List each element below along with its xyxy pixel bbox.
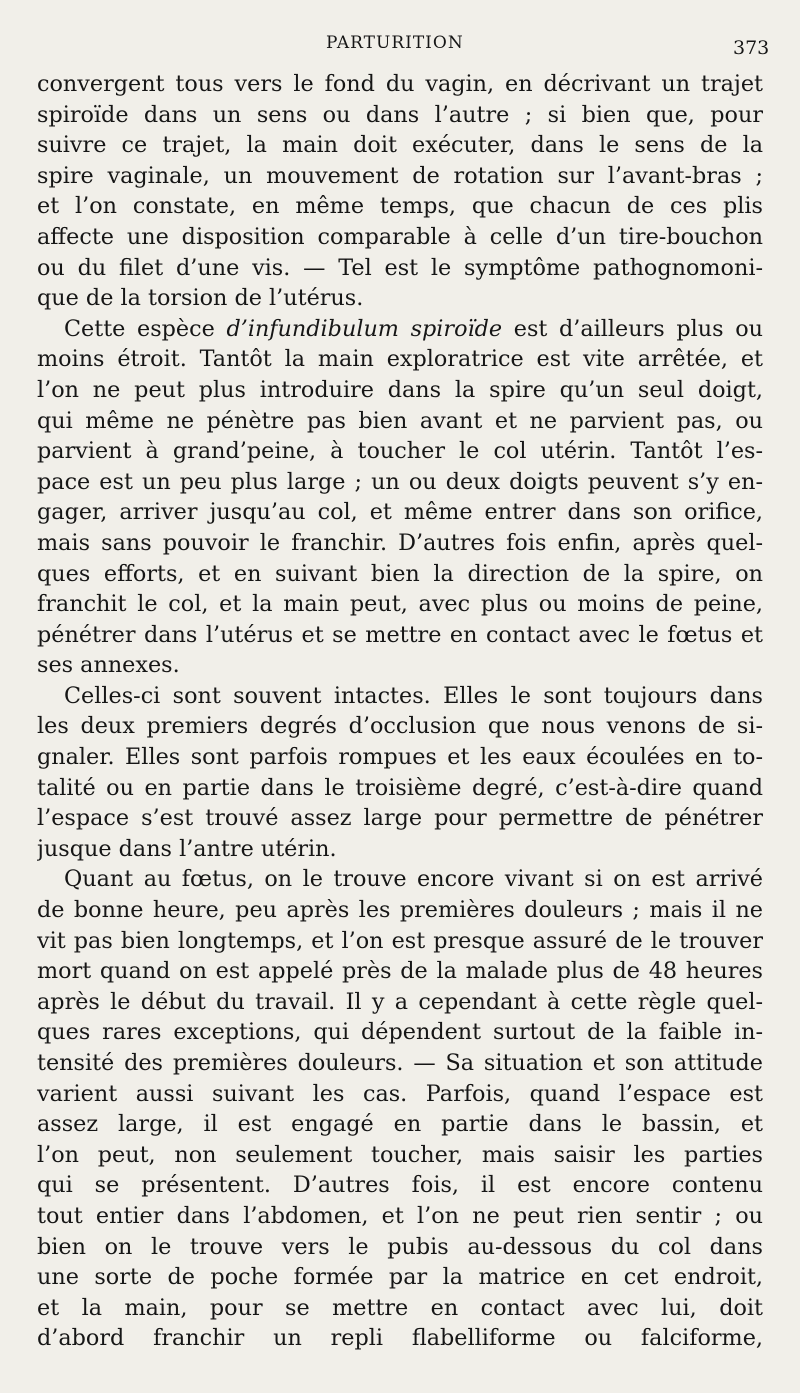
text-line: [37, 742, 763, 773]
text-run: qui se présentent. D’autres fois, il est encore contenu: [37, 1172, 763, 1199]
text-line: [37, 864, 763, 895]
text-line: [37, 681, 763, 712]
text-line: [37, 803, 763, 834]
text-run: l’on peut, non seulement toucher, mais saisir les parties: [37, 1141, 763, 1168]
text-run: varient aussi suivant les cas. Parfois, quand l’espace est: [37, 1080, 763, 1107]
text-run: moins étroit. Tantôt la main exploratrice est vite arrêtée, et: [37, 346, 763, 373]
text-line: [37, 895, 763, 926]
text-run: bien on le trouve vers le pubis au-dessous du col dans: [37, 1233, 763, 1260]
text-line: [37, 69, 763, 100]
text-line: [37, 834, 763, 865]
text-line: [37, 589, 763, 620]
text-run: l’on ne peut plus introduire dans la spire qu’un seul doigt,: [37, 376, 763, 403]
text-run: qui même ne pénètre pas bien avant et ne parvient pas, ou: [37, 407, 763, 434]
text-run: pace est un peu plus large ; un ou deux doigts peuvent s’y en-: [37, 468, 763, 495]
text-run: ou du filet d’une vis. — Tel est le symptôme pathognomoni-: [37, 254, 763, 281]
text-line: [37, 1048, 763, 1079]
text-line: [37, 100, 763, 131]
text-line: [37, 406, 763, 437]
text-run: gager, arriver jusqu’au col, et même entrer dans son orifice,: [37, 499, 763, 526]
text-run: talité ou en partie dans le troisième degré, c’est-à-dire quand: [37, 774, 763, 801]
text-run: Cette espèce: [64, 315, 227, 342]
text-line: [37, 253, 763, 284]
page-header: [0, 30, 800, 60]
text-line: [37, 926, 763, 957]
text-run: spire vaginale, un mouvement de rotation sur l’avant-bras ;: [37, 162, 763, 189]
text-line: [37, 344, 763, 375]
text-line: [37, 1201, 763, 1232]
text-line: [37, 1170, 763, 1201]
text-run: assez large, il est engagé en partie dans le bassin, et: [37, 1111, 763, 1138]
text-run: vit pas bien longtemps, et l’on est presque assuré de le trouver: [37, 927, 763, 954]
text-line: [37, 161, 763, 192]
text-run: pénétrer dans l’utérus et se mettre en contact avec le fœtus et: [37, 621, 763, 648]
text-run: spiroïde dans un sens ou dans l’autre ; si bien que, pour: [37, 101, 763, 128]
text-line: [37, 987, 763, 1018]
text-run: les deux premiers degrés d’occlusion que nous venons de si-: [37, 713, 763, 740]
text-run: Quant au fœtus, on le trouve encore vivant si on est arrivé: [64, 866, 763, 893]
text-line: [37, 222, 763, 253]
italic-term: d’infundibulum spiroïde: [226, 315, 503, 342]
text-line: [37, 283, 763, 314]
running-head: PARTURITION: [326, 33, 464, 53]
text-line: [37, 1293, 763, 1324]
text-run: d’abord franchir un repli flabelliforme ou falciforme,: [37, 1325, 763, 1352]
text-run: après le début du travail. Il y a cependant à cette règle quel-: [37, 988, 763, 1015]
text-run: jusque dans l’antre utérin.: [37, 835, 337, 862]
text-run: que de la torsion de l’utérus.: [37, 285, 364, 312]
body-text: [37, 69, 763, 1354]
text-run: affecte une disposition comparable à celle d’un tire-bouchon: [37, 223, 763, 250]
text-run: ques rares exceptions, qui dépendent surtout de la faible in-: [37, 1019, 763, 1046]
text-line: [37, 375, 763, 406]
text-line: [37, 436, 763, 467]
text-line: [37, 191, 763, 222]
text-run: convergent tous vers le fond du vagin, en décrivant un trajet: [37, 71, 763, 97]
text-run: parvient à grand’peine, à toucher le col utérin. Tantôt l’es-: [37, 438, 763, 465]
text-line: [37, 1140, 763, 1171]
text-line: [37, 130, 763, 161]
text-run: mort quand on est appelé près de la malade plus de 48 heures: [37, 958, 763, 985]
text-run: et l’on constate, en même temps, que chacun de ces plis: [37, 193, 763, 220]
page-number: 373: [733, 37, 770, 59]
text-run: de bonne heure, peu après les premières douleurs ; mais il ne: [37, 897, 763, 924]
text-run: et la main, pour se mettre en contact avec lui, doit: [37, 1294, 763, 1321]
text-line: [37, 528, 763, 559]
text-line: [37, 497, 763, 528]
text-run: tout entier dans l’abdomen, et l’on ne peut rien sentir ; ou: [37, 1202, 763, 1229]
text-line: [37, 1079, 763, 1110]
text-run: ques efforts, et en suivant bien la direction de la spire, on: [37, 560, 763, 587]
text-run: gnaler. Elles sont parfois rompues et les eaux écoulées en to-: [37, 744, 763, 771]
text-line: [37, 711, 763, 742]
text-line: [37, 1262, 763, 1293]
text-run: une sorte de poche formée par la matrice en cet endroit,: [37, 1264, 763, 1291]
text-run: l’espace s’est trouvé assez large pour permettre de pénétrer: [37, 805, 763, 832]
text-run: ses annexes.: [37, 652, 180, 679]
text-run: Celles-ci sont souvent intactes. Elles le sont toujours dans: [64, 682, 763, 709]
text-line: [37, 559, 763, 590]
text-run: mais sans pouvoir le franchir. D’autres fois enfin, après quel-: [37, 529, 763, 556]
text-line: [37, 956, 763, 987]
text-run: est d’ailleurs plus ou: [502, 315, 763, 342]
text-line: [37, 467, 763, 498]
text-line: [37, 620, 763, 651]
text-line: [37, 1232, 763, 1263]
text-line: [37, 650, 763, 681]
text-line: [37, 1323, 763, 1354]
text-run: tensité des premières douleurs. — Sa situation et son attitude: [37, 1050, 763, 1076]
text-line: [37, 314, 763, 345]
text-run: franchit le col, et la main peut, avec plus ou moins de peine,: [37, 591, 763, 618]
text-line: [37, 1017, 763, 1048]
text-line: [37, 773, 763, 804]
text-line: [37, 1109, 763, 1140]
text-run: suivre ce trajet, la main doit exécuter, dans le sens de la: [37, 132, 763, 159]
